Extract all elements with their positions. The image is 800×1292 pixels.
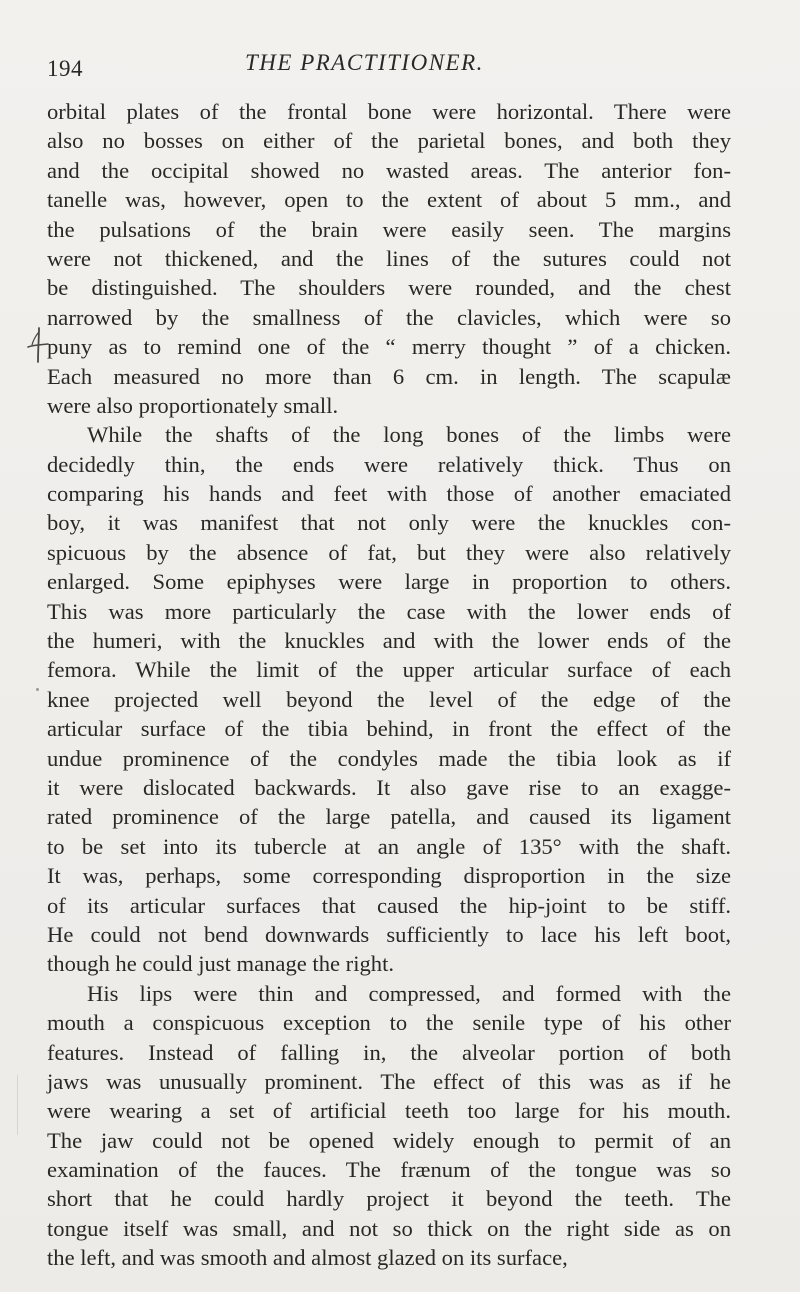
text-line: Each measured no more than 6 cm. in length. The scapulæ bbox=[47, 363, 731, 389]
text-line: orbital plates of the frontal bone were horizontal. There were bbox=[47, 99, 731, 124]
text-line: of its articular surfaces that caused the hip-joint to be stiff. bbox=[47, 892, 731, 918]
text-line: and the occipital showed no wasted areas. The anterior fon- bbox=[47, 157, 731, 183]
text-line: to be set into its tubercle at an angle of 135° with the shaft. bbox=[47, 833, 731, 859]
text-line: knee projected well beyond the level of the edge of the bbox=[47, 686, 731, 712]
text-line: were wearing a set of artificial teeth too large for his mouth. bbox=[47, 1098, 731, 1124]
paragraph bbox=[47, 979, 731, 1273]
text-line: decidedly thin, the ends were relatively thick. Thus on bbox=[47, 451, 731, 477]
text-line: jaws was unusually prominent. The effect of this was as if he bbox=[47, 1068, 731, 1094]
handwritten-cross-mark-icon bbox=[26, 325, 50, 365]
text-line: though he could just manage the right. bbox=[47, 951, 394, 977]
text-line: be distinguished. The shoulders were rounded, and the chest bbox=[47, 275, 731, 301]
text-line: spicuous by the absence of fat, but they were also relatively bbox=[47, 539, 731, 565]
text-line: boy, it was manifest that not only were the knuckles con- bbox=[47, 510, 731, 536]
text-line: rated prominence of the large patella, and caused its ligament bbox=[47, 804, 731, 830]
paragraph bbox=[47, 97, 731, 420]
text-line: The jaw could not be opened widely enough to permit of an bbox=[47, 1127, 731, 1153]
text-line: mouth a conspicuous exception to the senile type of his other bbox=[47, 1010, 731, 1036]
text-line: It was, perhaps, some corresponding disproportion in the size bbox=[47, 863, 731, 889]
text-line: While the shafts of the long bones of the limbs were bbox=[87, 422, 731, 448]
text-line: puny as to remind one of the “ merry thought ” of a chicken. bbox=[47, 334, 731, 360]
text-line: were also proportionately small. bbox=[47, 392, 339, 418]
text-line: femora. While the limit of the upper articular surface of each bbox=[47, 657, 731, 683]
article-body bbox=[47, 97, 731, 1273]
text-line: This was more particularly the case with the lower ends of bbox=[47, 598, 731, 624]
text-line: undue prominence of the condyles made the tibia look as if bbox=[47, 745, 731, 771]
text-line: His lips were thin and compressed, and formed with the bbox=[87, 980, 731, 1006]
page-number: 194 bbox=[47, 56, 83, 81]
text-line: the left, and was smooth and almost glazed on its surface, bbox=[47, 1245, 568, 1271]
text-line: also no bosses on either of the parietal bones, and both they bbox=[47, 128, 731, 154]
text-line: tanelle was, however, open to the extent of about 5 mm., and bbox=[47, 187, 731, 213]
page-header bbox=[47, 50, 737, 82]
text-line: tongue itself was small, and not so thick on the right side as on bbox=[47, 1215, 731, 1241]
text-line: it were dislocated backwards. It also gave rise to an exagge- bbox=[47, 774, 731, 800]
text-line: He could not bend downwards sufficiently to lace his left boot, bbox=[47, 921, 731, 947]
text-line: the humeri, with the knuckles and with the lower ends of the bbox=[47, 628, 731, 654]
text-line: articular surface of the tibia behind, in front the effect of the bbox=[47, 716, 731, 742]
text-line: the pulsations of the brain were easily seen. The margins bbox=[47, 216, 731, 242]
paragraph bbox=[47, 420, 731, 978]
text-line: examination of the fauces. The frænum of the tongue was so bbox=[47, 1157, 731, 1183]
text-line: short that he could hardly project it beyond the teeth. The bbox=[47, 1186, 731, 1212]
text-line: comparing his hands and feet with those of another emaciated bbox=[47, 481, 731, 507]
text-line: narrowed by the smallness of the clavicles, which were so bbox=[47, 304, 731, 330]
text-line: features. Instead of falling in, the alveolar portion of both bbox=[47, 1039, 731, 1065]
text-line: enlarged. Some epiphyses were large in proportion to others. bbox=[47, 569, 731, 595]
text-line: were not thickened, and the lines of the sutures could not bbox=[47, 245, 731, 271]
running-title: THE PRACTITIONER. bbox=[245, 50, 484, 75]
stray-mark bbox=[36, 688, 39, 691]
paper-crease bbox=[17, 1075, 18, 1135]
